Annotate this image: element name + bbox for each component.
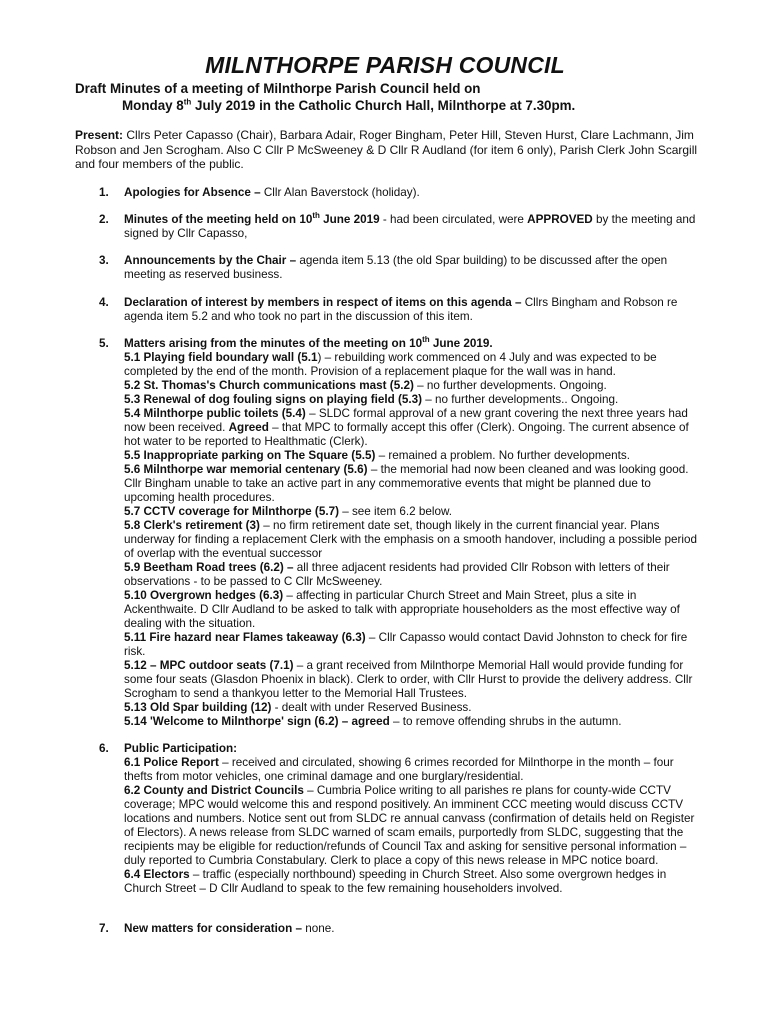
minute-item-6 [75,742,700,896]
meeting-subtitle-line2 [122,98,575,113]
minute-item-7 [75,922,700,936]
item-body [124,922,700,936]
item-body [124,334,700,729]
subitem-text: – SLDC formal approval of a new grant covering the next three years had now been received. [124,406,688,434]
subitem-heading: 5.13 Old Spar building (12) [124,700,272,714]
item-heading: Public Participation: [124,741,237,755]
subitem-heading: 5.4 Milnthorpe public toilets (5.4) [124,406,306,420]
item-text: Cllr Alan Baverstock (holiday). [260,186,420,199]
subitem-text: all three adjacent residents had provided Cllr Robson with letters of their observations - to be passed to C Cllr McSweeney. [124,560,670,588]
subitem-text: – affecting in particular Church Street and Main Street, plus a site in Ackenthwaite. D Cllr Audland to be asked to talk with appropriate householders as the most effective way of dealing with the situation. [124,588,680,630]
subitem-text: – that MPC to formally accept this offer (Clerk). Ongoing. The current absence of hot water to be reported to Healthmatic (Clerk). [124,420,689,448]
approved-label: APPROVED [527,213,593,227]
subitem-5-6 [124,463,700,505]
item-body [124,213,700,241]
ordinal-suffix: th [422,334,430,344]
subitem-heading: 5.10 Overgrown hedges (6.3) [124,588,284,602]
subitem-text: – remained a problem. No further developments. [375,448,631,462]
subitem-heading: 5.1 Playing field boundary wall (5.1 [124,350,318,364]
subitem-text: – see item 6.2 below. [338,504,453,518]
ordinal-suffix: th [312,211,320,221]
minutes-list [75,186,700,949]
subitem-heading: 5.11 Fire hazard near Flames takeaway (6.3) [124,630,366,644]
subitem-5-2 [124,379,700,393]
minute-item-1 [75,186,700,200]
item-body [124,742,700,896]
subitem-5-9 [124,561,700,589]
item-text: Cllrs Bingham and Robson re agenda item 5.2 and who took no part in the discussion of this item. [124,295,678,323]
subitem-text: – traffic (especially northbound) speeding in Church Street. Also some overgrown hedges in Church Street – D Cllr Audland to speak to the few remaining householders involved. [124,867,667,895]
subitem-text: – Cllr Capasso would contact David Johnston to check for fire risk. [124,630,688,658]
item-heading [124,334,700,351]
item-heading [124,213,380,226]
item-body [124,296,700,324]
heading-part: Matters arising from the minutes of the meeting on 10 [124,336,423,350]
subitem-text: – Cumbria Police writing to all parishes re plans for county-wide CCTV coverage; MPC would welcome this and respond positively. An imminent CCC meeting would discuss CCTV locations and numbers. Notice sent out from SLDC re annual canvass (confirmation of details held on Register of Electors). A news release from SLDC warned of scam emails, purportedly from SLDC, suggesting that the recipients may be eligible for reduction/refunds of Council Tax and asking for sensitive personal information – duly reported to Cumbria Constabulary. Clerk to place a copy of this news release in MPC notice board. [124,783,695,867]
subitem-text: – no further developments.. Ongoing. [422,392,619,406]
subitem-text: – no further developments. Ongoing. [413,378,607,392]
item-heading: Declaration of interest by members in respect of items on this agenda – [124,295,522,309]
subitem-5-1 [124,351,700,379]
subitem-text: – to remove offending shrubs in the autumn. [389,714,622,728]
subitem-5-7 [124,505,700,519]
subitem-text: – received and circulated, showing 6 crimes recorded for Milnthorpe in the month – four thefts from motor vehicles, one criminal damage and one burglary/residential. [124,755,674,783]
subitem-6-2 [124,784,700,868]
subitem-heading: 5.7 CCTV coverage for Milnthorpe (5.7) [124,504,339,518]
subitem-heading: 6.4 Electors [124,867,190,881]
subitem-heading: 5.9 Beetham Road trees (6.2) – [124,560,294,574]
subitem-heading: 5.2 St. Thomas's Church communications mast (5.2) [124,378,414,392]
item-number: 2. [99,213,109,227]
minute-item-4 [75,296,700,324]
heading-part: Minutes of the meeting held on 10 [124,213,313,227]
meeting-date-part: Monday 8 [122,98,184,113]
subitem-5-10 [124,589,700,631]
subitem-heading: 6.1 Police Report [124,755,219,769]
item-body [124,254,700,282]
subitem-heading: 5.3 Renewal of dog fouling signs on playing field (5.3) [124,392,423,406]
item-text: by the meeting and signed by Cllr Capasso, [124,213,696,241]
subitem-heading: 5.5 Inappropriate parking on The Square (5.5) [124,448,376,462]
subitem-text: – no firm retirement date set, though likely in the current financial year. Plans underway for finding a replacement Clerk with the emphasis on a smooth handover, including a possible period of overlap with the eventual successor [124,518,698,560]
present-label: Present: [75,128,124,142]
item-heading: Announcements by the Chair – [124,254,297,268]
item-text: none. [301,921,335,935]
subitem-5-12 [124,659,700,701]
minute-item-3 [75,254,700,282]
subitem-6-4 [124,868,700,896]
agreed-label: Agreed [228,420,269,434]
subitem-heading: 5.8 Clerk's retirement (3) [124,518,260,532]
item-number: 1. [99,186,109,199]
subitem-text: - dealt with under Reserved Business. [271,700,472,714]
subitem-5-8 [124,519,700,561]
item-heading: New matters for consideration – [124,921,302,935]
item-heading: Apologies for Absence – [124,186,261,199]
item-text: - had been circulated, were [379,213,528,227]
item-number: 3. [99,254,109,268]
meeting-venue-time: July 2019 in the Catholic Church Hall, Milnthorpe at 7.30pm. [191,98,576,113]
item-number: 4. [99,295,109,309]
subitem-heading: 5.12 – MPC outdoor seats (7.1) [124,658,294,672]
present-paragraph [75,128,700,172]
item-body [124,186,700,200]
item-number: 6. [99,741,109,755]
heading-part: June 2019 [319,213,380,227]
subitem-5-13 [124,701,700,715]
subitem-5-4 [124,407,700,449]
subitem-5-11 [124,631,700,659]
subitem-heading: 5.14 'Welcome to Milnthorpe' sign (6.2) – agreed [124,714,390,728]
meeting-subtitle-line1: Draft Minutes of a meeting of Milnthorpe Parish Council held on [75,81,481,96]
subitem-text: – a grant received from Milnthorpe Memorial Hall would provide funding for some four seats (Glasdon Phoenix in black). Clerk to order, with Cllr Hurst to provide the delivery address. Cllr Scrogham to send a thankyou letter to the Memorial Hall Trustees. [124,658,693,700]
subitem-heading: 6.2 County and District Councils [124,783,304,797]
present-text: Cllrs Peter Capasso (Chair), Barbara Adair, Roger Bingham, Peter Hill, Steven Hurst, Clare Lachmann, Jim Robson and Jen Scrogham. Also C Cllr P McSweeney & D Cllr R Audland (for item 6 only), Parish Clerk John Scargill and four members of the public. [75,128,698,171]
subitem-text: ) – rebuilding work commenced on 4 July and was expected to be completed by the end of the month. Provision of a replacement plaque for the wall was in hand. [124,350,657,378]
subitem-text: – the memorial had now been cleaned and was looking good. Cllr Bingham unable to take an active part in any commemorative events that might be planned due to upcoming health procedures. [124,462,689,504]
subitem-5-5 [124,449,700,463]
subitem-5-3 [124,393,700,407]
heading-part: June 2019. [429,336,493,350]
item-text: agenda item 5.13 (the old Spar building) to be discussed after the open meeting as reserved business. [124,254,668,282]
item-number: 5. [99,336,109,350]
subitem-heading: 5.6 Milnthorpe war memorial centenary (5.6) [124,462,368,476]
minute-item-5 [75,334,700,729]
document-title: MILNTHORPE PARISH COUNCIL [205,52,565,78]
item-number: 7. [99,921,109,935]
subitem-6-1 [124,756,700,784]
minute-item-2 [75,213,700,241]
subitem-5-14 [124,715,700,729]
date-ordinal-suffix: th [183,97,192,107]
